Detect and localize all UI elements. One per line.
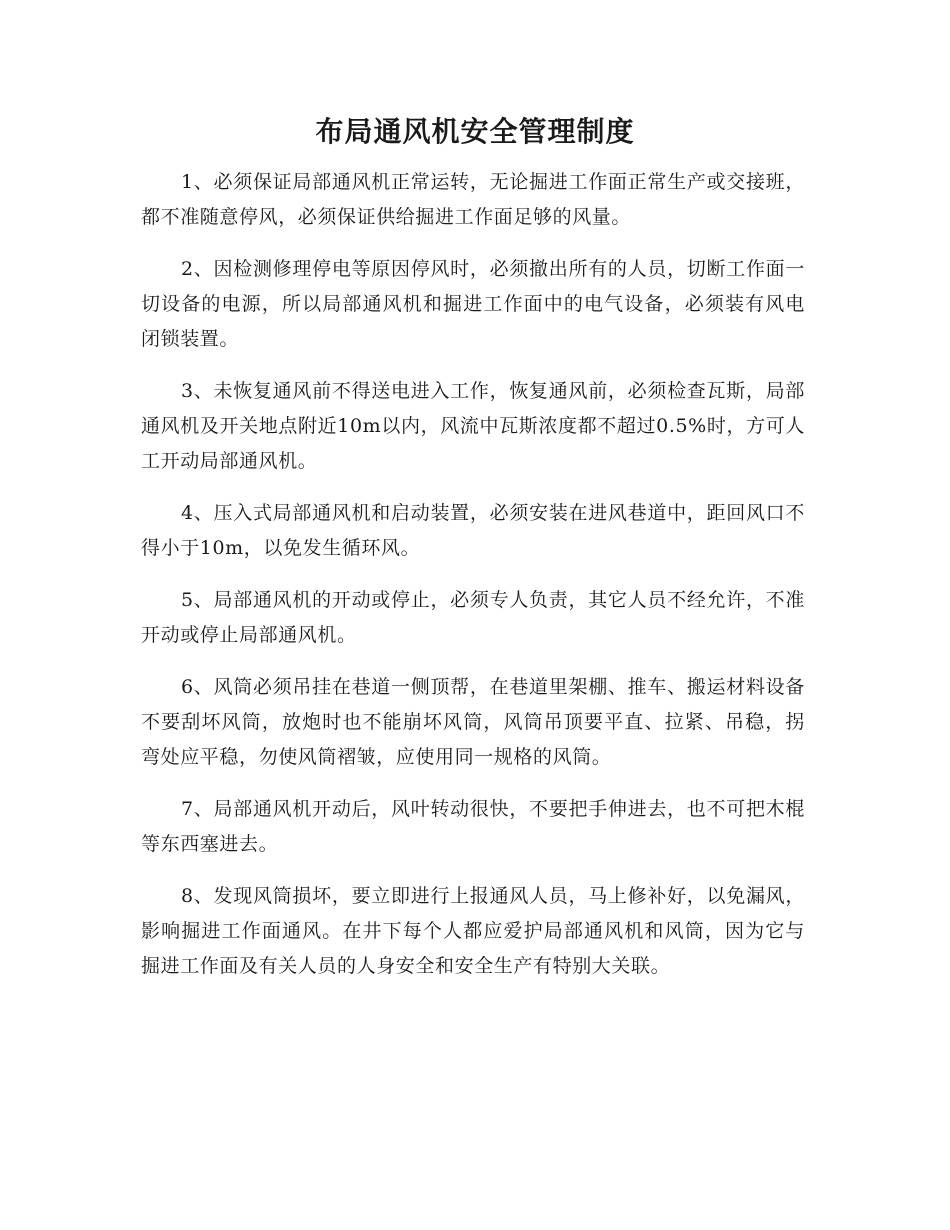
rule-paragraph-4: 4、压入式局部通风机和启动装置，必须安装在进风巷道中，距回风口不得小于10m，以免发生循环风。 bbox=[141, 502, 805, 559]
rule-paragraph-3: 3、未恢复通风前不得送电进入工作，恢复通风前，必须检查瓦斯，局部通风机及开关地点附近10m以内，风流中瓦斯浓度都不超过0.5%时，方可人工开动局部通风机。 bbox=[141, 380, 805, 472]
document-title: 布局通风机安全管理制度 bbox=[315, 115, 635, 148]
rule-paragraph-5: 5、局部通风机的开动或停止，必须专人负责，其它人员不经允许，不准开动或停止局部通风机。 bbox=[141, 589, 805, 646]
rule-paragraph-1: 1、必须保证局部通风机正常运转，无论掘进工作面正常生产或交接班，都不准随意停风，必须保证供给掘进工作面足够的风量。 bbox=[141, 171, 805, 228]
rule-paragraph-2: 2、因检测修理停电等原因停风时，必须撤出所有的人员，切断工作面一切设备的电源，所以局部通风机和掘进工作面中的电气设备，必须装有风电闭锁装置。 bbox=[141, 258, 805, 350]
rule-paragraph-8: 8、发现风筒损坏，要立即进行上报通风人员，马上修补好，以免漏风，影响掘进工作面通风。在井下每个人都应爱护局部通风机和风筒，因为它与掘进工作面及有关人员的人身安全和安全生产有特别大关联。 bbox=[141, 885, 805, 977]
rule-paragraph-7: 7、局部通风机开动后，风叶转动很快，不要把手伸进去，也不可把木棍等东西塞进去。 bbox=[141, 798, 805, 855]
document-body bbox=[141, 165, 805, 1001]
rule-paragraph-6: 6、风筒必须吊挂在巷道一侧顶帮，在巷道里架棚、推车、搬运材料设备不要刮坏风筒，放炮时也不能崩坏风筒，风筒吊顶要平直、拉紧、吊稳，拐弯处应平稳，勿使风筒褶皱，应使用同一规格的风筒。 bbox=[141, 676, 805, 768]
